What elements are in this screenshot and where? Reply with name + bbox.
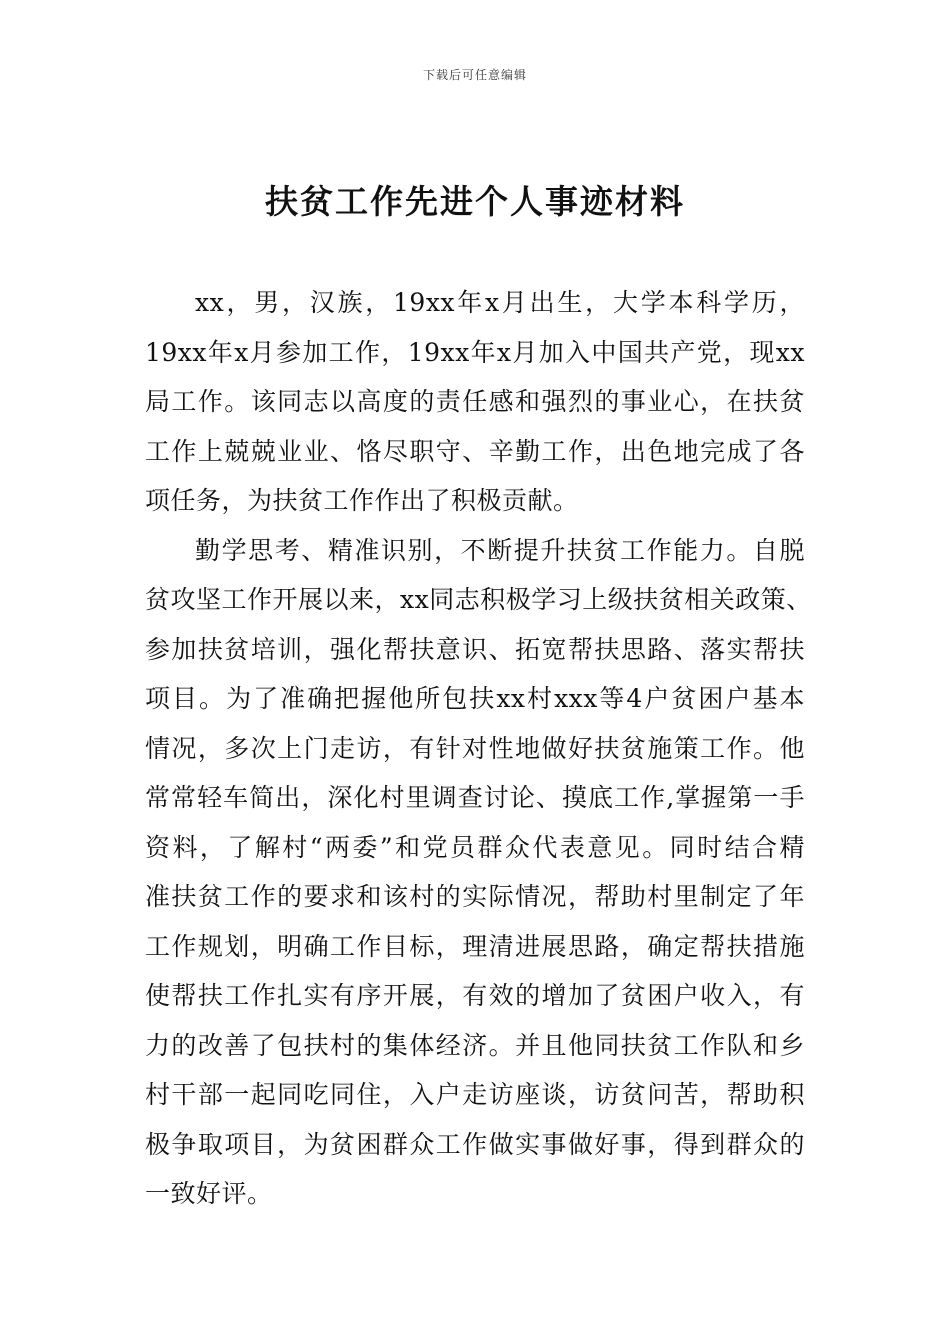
paragraph-line: 村干部一起同吃同住，入户走访座谈，访贫问苦，帮助积 bbox=[145, 1080, 805, 1109]
paragraph-line: 19xx年x月参加工作，19xx年x月加入中国共产党，现xx bbox=[145, 337, 805, 367]
paragraph-line: xx，男，汉族，19xx年x月出生，大学本科学历， bbox=[195, 288, 805, 317]
paragraph-line: 项目。为了准确把握他所包扶xx村xxx等4户贫困户基本 bbox=[145, 684, 805, 713]
paragraph-line: 一致好评。 bbox=[145, 1179, 273, 1208]
paragraph-line: 极争取项目，为贫困群众工作做实事做好事，得到群众的 bbox=[145, 1129, 805, 1159]
paragraph-line: 力的改善了包扶村的集体经济。并且他同扶贫工作队和乡 bbox=[145, 1030, 805, 1060]
paragraph-1 bbox=[145, 278, 805, 526]
paragraph-line: 工作上兢兢业业、恪尽职守、辛勤工作，出色地完成了各 bbox=[145, 436, 805, 466]
paragraph-2 bbox=[145, 526, 812, 1219]
paragraph-line: 参加扶贫培训，强化帮扶意识、拓宽帮扶思路、落实帮扶 bbox=[145, 634, 805, 664]
paragraph-line: 资料，了解村“两委”和党员群众代表意见。同时结合精 bbox=[145, 832, 805, 862]
document-title: 扶贫工作先进个人事迹材料 bbox=[265, 182, 685, 221]
paragraph-line: 局工作。该同志以高度的责任感和强烈的事业心，在扶贫 bbox=[145, 387, 805, 416]
paragraph-line: 准扶贫工作的要求和该村的实际情况，帮助村里制定了年 bbox=[145, 882, 805, 911]
paragraph-line: 工作规划，明确工作目标，理清进展思路，确定帮扶措施 bbox=[145, 931, 805, 961]
paragraph-line: 情况，多次上门走访，有针对性地做好扶贫施策工作。他 bbox=[145, 733, 805, 763]
paragraph-line: 常常轻车简出，深化村里调查讨论、摸底工作,掌握第一手 bbox=[145, 783, 805, 812]
paragraph-line: 使帮扶工作扎实有序开展，有效的增加了贫困户收入，有 bbox=[145, 981, 805, 1010]
paragraph-line: 勤学思考、精准识别，不断提升扶贫工作能力。自脱 bbox=[195, 535, 805, 565]
paragraph-line: 贫攻坚工作开展以来，xx同志积极学习上级扶贫相关政策、 bbox=[145, 585, 812, 614]
document-body bbox=[145, 278, 812, 1219]
header-note: 下载后可任意编辑 bbox=[422, 68, 527, 82]
paragraph-line: 项任务，为扶贫工作作出了积极贡献。 bbox=[145, 486, 579, 515]
